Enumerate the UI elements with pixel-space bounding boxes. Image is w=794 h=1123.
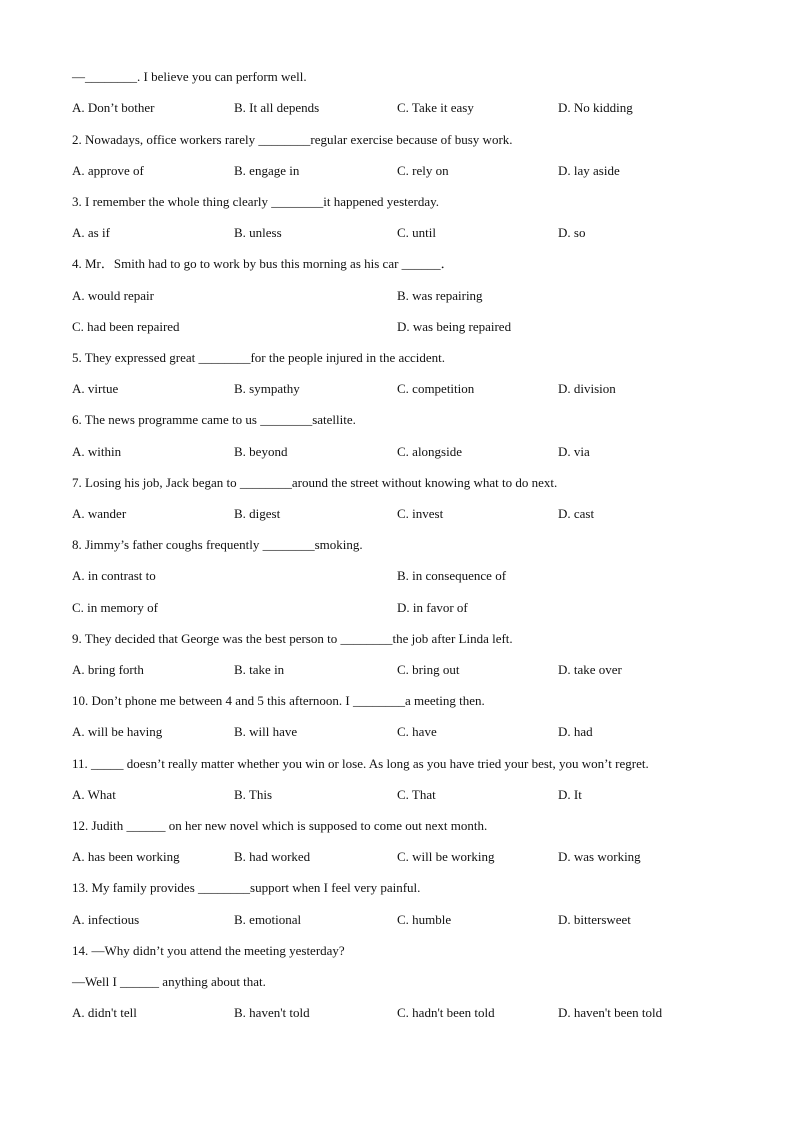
option-c: C. hadn't been told — [397, 1005, 495, 1020]
option-b: B. sympathy — [234, 381, 300, 396]
option-b: B. emotional — [234, 912, 302, 927]
option-d: D. take over — [558, 662, 622, 677]
option-d: D. haven't been told — [558, 1005, 663, 1020]
option-a: A. has been working — [72, 849, 180, 864]
option-b: B. This — [234, 787, 273, 802]
option-a: A. What — [72, 787, 116, 802]
option-b: B. beyond — [234, 444, 288, 459]
question-8-stem: 8. Jimmy’s father coughs frequently ________smoking. — [72, 537, 363, 552]
question-9-stem: 9. They decided that George was the best person to ________the job after Linda left. — [72, 631, 513, 646]
option-c: C. humble — [397, 912, 452, 927]
option-a: A. approve of — [72, 163, 144, 178]
option-d: D. lay aside — [558, 163, 620, 178]
option-b: B. will have — [234, 724, 298, 739]
option-c: C. in memory of — [72, 600, 158, 615]
question-14-stem: 14. —Why didn’t you attend the meeting yesterday? — [72, 943, 345, 958]
option-c: C. have — [397, 724, 437, 739]
option-d: D. was working — [558, 849, 641, 864]
question-3-stem: 3. I remember the whole thing clearly ________it happened yesterday. — [72, 194, 440, 209]
question-13-stem: 13. My family provides ________support when I feel very painful. — [72, 880, 421, 895]
question-6-stem: 6. The news programme came to us ________satellite. — [72, 412, 356, 427]
option-b: B. take in — [234, 662, 285, 677]
option-c: C. invest — [397, 506, 444, 521]
option-b: B. was repairing — [397, 288, 483, 303]
question-14-reply: —Well I ______ anything about that. — [72, 974, 266, 989]
option-c: C. had been repaired — [72, 319, 180, 334]
option-a: A. will be having — [72, 724, 163, 739]
option-a: A. virtue — [72, 381, 119, 396]
option-c: C. until — [397, 225, 437, 240]
option-a: A. would repair — [72, 288, 154, 303]
question-10-stem: 10. Don’t phone me between 4 and 5 this afternoon. I ________a meeting then. — [72, 693, 485, 708]
option-b: B. had worked — [234, 849, 311, 864]
question-12-stem: 12. Judith ______ on her new novel which is supposed to come out next month. — [72, 818, 488, 833]
option-c: C. will be working — [397, 849, 495, 864]
option-a: A. didn't tell — [72, 1005, 137, 1020]
option-b: B. It all depends — [234, 100, 320, 115]
question-2-stem: 2. Nowadays, office workers rarely ________regular exercise because of busy work. — [72, 132, 513, 147]
option-d: D. was being repaired — [397, 319, 512, 334]
option-c: C. competition — [397, 381, 475, 396]
option-c: C. That — [397, 787, 436, 802]
option-a: A. as if — [72, 225, 110, 240]
option-b: B. haven't told — [234, 1005, 310, 1020]
option-b: B. unless — [234, 225, 282, 240]
option-b: B. in consequence of — [397, 568, 507, 583]
option-c: C. bring out — [397, 662, 460, 677]
question-7-stem: 7. Losing his job, Jack began to ________around the street without knowing what to do next. — [72, 475, 558, 490]
option-b: B. digest — [234, 506, 281, 521]
option-d: D. No kidding — [558, 100, 633, 115]
option-a: A. infectious — [72, 912, 140, 927]
question-5-stem: 5. They expressed great ________for the people injured in the accident. — [72, 350, 446, 365]
option-c: C. alongside — [397, 444, 462, 459]
option-d: D. bittersweet — [558, 912, 631, 927]
option-d: D. so — [558, 225, 586, 240]
option-a: A. wander — [72, 506, 127, 521]
option-a: A. Don’t bother — [72, 100, 155, 115]
option-c: C. rely on — [397, 163, 449, 178]
option-d: D. division — [558, 381, 616, 396]
option-d: D. in favor of — [397, 600, 468, 615]
question-11-stem: 11. _____ doesn’t really matter whether you win or lose. As long as you have tried your best, you won’t regret. — [72, 756, 649, 771]
option-a: A. within — [72, 444, 122, 459]
option-d: D. via — [558, 444, 590, 459]
option-c: C. Take it easy — [397, 100, 474, 115]
option-a: A. bring forth — [72, 662, 144, 677]
option-d: D. It — [558, 787, 582, 802]
option-d: D. had — [558, 724, 593, 739]
option-a: A. in contrast to — [72, 568, 156, 583]
option-d: D. cast — [558, 506, 595, 521]
option-b: B. engage in — [234, 163, 300, 178]
question-4-stem: 4. Mr．Smith had to go to work by bus this morning as his car ______． — [72, 256, 454, 271]
question-1-stem: —________. I believe you can perform well. — [72, 69, 307, 84]
